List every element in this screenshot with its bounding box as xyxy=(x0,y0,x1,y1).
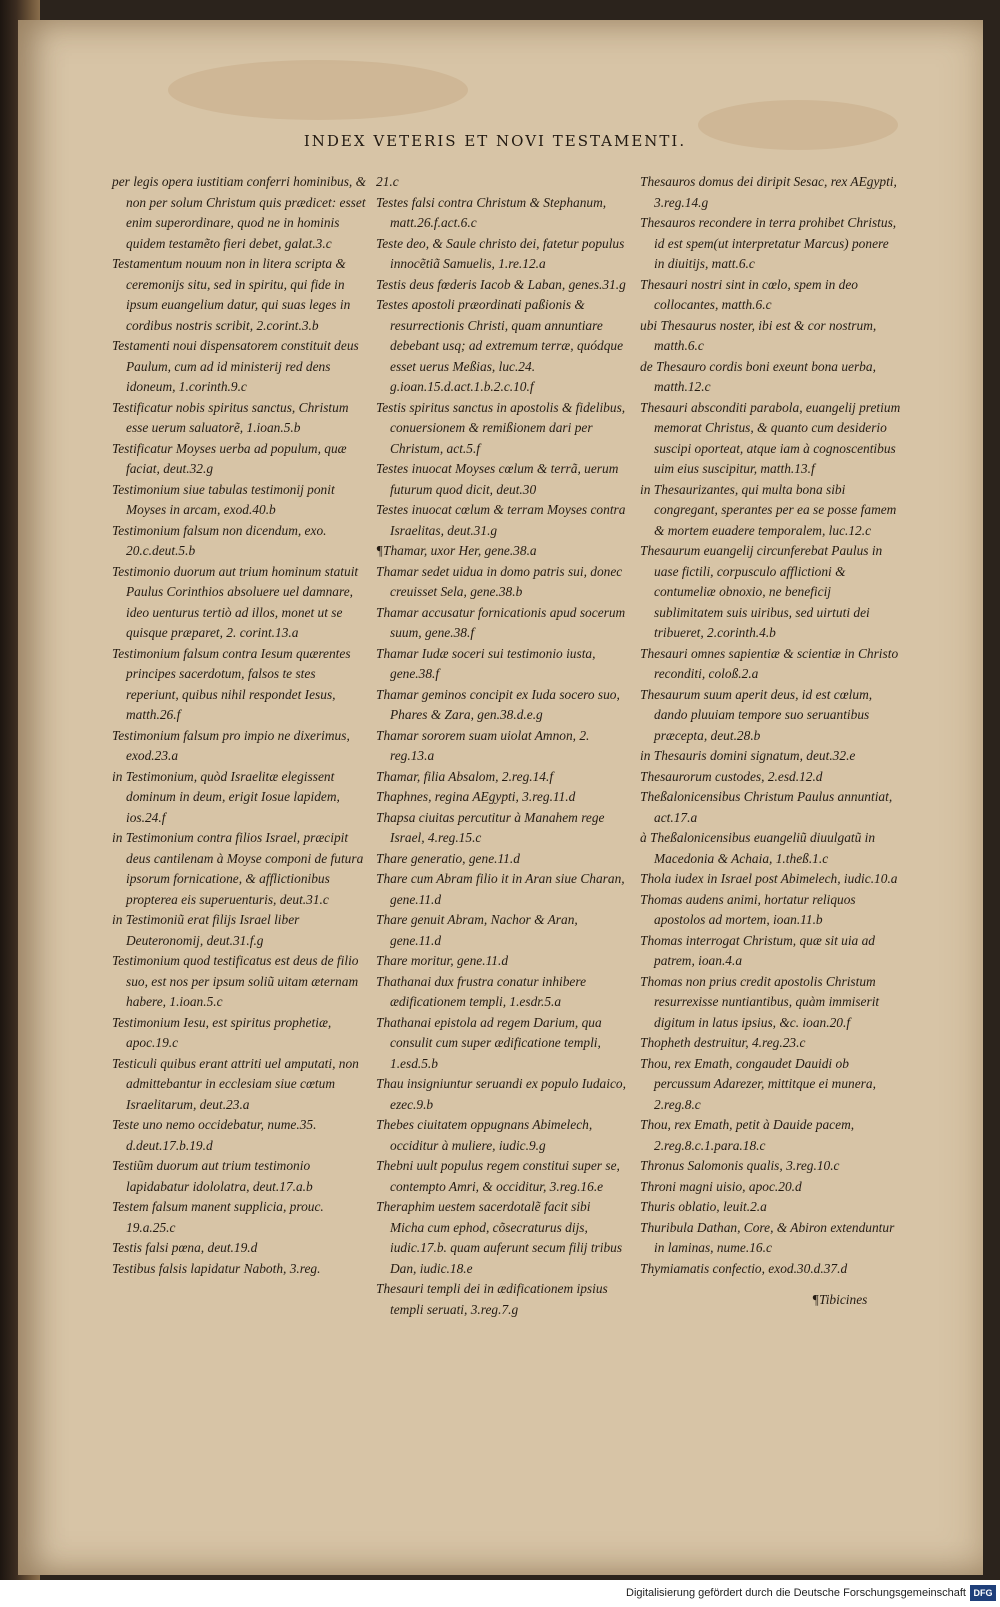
index-entry: Thebni uult populus regem constitui super se, contempto Amri, & occiditur, 3.reg.16.e xyxy=(376,1158,620,1194)
paper-stain xyxy=(168,60,468,120)
index-column-3 xyxy=(640,172,902,1279)
index-entry: Thopheth destruitur, 4.reg.23.c xyxy=(640,1035,806,1050)
index-entry: Thare cum Abram filio it in Aran siue Charan, gene.11.d xyxy=(376,871,625,907)
index-entry: Thesauros recondere in terra prohibet Christus, id est spem(ut interpretatur Marcus) ponere in diuitijs, matt.6.c xyxy=(640,215,897,271)
index-entry: Thaphnes, regina AEgypti, 3.reg.11.d xyxy=(376,789,576,804)
index-entry: Testes inuocat Moyses cœlum & terrã, uerum futurum quod dicit, deut.30 xyxy=(376,461,619,497)
index-entry: Thesauri templi dei in ædificationem ipsius templi seruati, 3.reg.7.g xyxy=(376,1281,608,1317)
index-entry: Thesaurorum custodes, 2.esd.12.d xyxy=(640,768,823,784)
index-entry: Testificatur Moyses uerba ad populum, quæ faciat, deut.32.g xyxy=(112,440,347,476)
index-entry: Thamar geminos concipit ex Iuda socero suo, Phares & Zara, gen.38.d.e.g xyxy=(376,686,620,722)
index-entry: Thymiamatis confectio, exod.30.d.37.d xyxy=(640,1260,848,1276)
index-entry: Testibus falsis lapidatur Naboth, 3.reg. xyxy=(112,1260,321,1276)
index-entry: Thare moritur, gene.11.d xyxy=(376,953,509,968)
catchword: ¶Tibicines xyxy=(812,1292,868,1307)
index-entry: de Thesauro cordis boni exeunt bona uerba, matth.12.c xyxy=(640,358,876,394)
index-entry: ubi Thesaurus noster, ibi est & cor nostrum, matth.6.c xyxy=(640,317,877,353)
index-entry: Thou, rex Emath, congaudet Dauidi ob percussum Adarezer, mittitque ei munera, 2.reg.8.c xyxy=(640,1055,876,1112)
index-entry: Thomas non prius credit apostolis Christum resurrexisse nuntiantibus, quàm immiserit digitum in latus ipsius, &c. ioan.20.f xyxy=(640,973,880,1030)
index-entry: Testimonium falsum pro impio ne dixerimus, exod.23.a xyxy=(112,727,350,763)
index-entry: Thare genuit Abram, Nachor & Aran, gene.11.d xyxy=(376,912,578,948)
index-entry: Testiculi quibus erant attriti uel amputati, non admittebantur in ecclesiam siue cœtum Israelitarum, deut.23.a xyxy=(112,1055,359,1112)
index-entry: in Thesauris domini signatum, deut.32.e xyxy=(640,748,856,763)
index-column-2 xyxy=(376,172,628,1320)
index-entry: Testimonium falsum contra Iesum quærentes principes sacerdotum, falsos te stes reperiunt, quibus nihil respondet Iesus, matth.26.f xyxy=(112,645,351,722)
index-entry: Teste deo, & Saule christo dei, fatetur populus innocẽtiã Samuelis, 1.re.12.a xyxy=(376,235,625,271)
index-entry: in Testimonium, quòd Israelitæ elegissent dominum in deum, erigit Iosue lapidem, ios.24.f xyxy=(112,768,340,825)
index-entry: Thau insigniuntur seruandi ex populo Iudaico, ezec.9.b xyxy=(376,1076,626,1112)
index-entry: Thamar sororem suam uiolat Amnon, 2. reg.13.a xyxy=(376,727,590,763)
digitization-footer xyxy=(0,1580,1000,1607)
index-entry: Theßalonicensibus Christum Paulus annuntiat, act.17.a xyxy=(640,789,893,825)
index-entry: Thuribula Dathan, Core, & Abiron extenduntur in laminas, nume.16.c xyxy=(640,1219,895,1255)
index-entry: à Theßalonicensibus euangeliũ diuulgatũ in Macedonia & Achaia, 1.theß.1.c xyxy=(640,830,876,866)
index-entry: Thomas interrogat Christum, quæ sit uia ad patrem, ioan.4.a xyxy=(640,932,875,968)
index-entry: 21.c xyxy=(376,174,399,189)
footer-credit: Digitalisierung gefördert durch die Deutsche Forschungsgemeinschaft xyxy=(626,1587,966,1599)
index-entry: Testimonium siue tabulas testimonij ponit Moyses in arcam, exod.40.b xyxy=(112,481,335,517)
index-entry: Theraphim uestem sacerdotalẽ facit sibi Micha cum ephod, cõsecraturus dijs, iudic.17.b. quam auferunt secum filij tribus Dan, iudic.18.e xyxy=(376,1199,623,1276)
index-entry: Testamentum nouum non in litera scripta & ceremonijs situ, sed in spiritu, qui fide in ipsum euangelium datur, qui suas leges in cordibus nostris scribit, 2.corint.3.b xyxy=(112,256,351,333)
index-entry: Thronus Salomonis qualis, 3.reg.10.c xyxy=(640,1158,840,1173)
index-entry: Thesaurum euangelij circunferebat Paulus in uase fictili, corpusculo afflictioni & contumeliæ obnoxio, ne beneficij sublimitatem suis uiribus, sed uirtuti dei tribueret, 2.corinth.4.b xyxy=(640,543,883,640)
index-entry: Thamar accusatur fornicationis apud socerum suum, gene.38.f xyxy=(376,604,626,640)
index-entry: Testiũm duorum aut trium testimonio lapidabatur idololatra, deut.17.a.b xyxy=(112,1158,313,1194)
index-entry: Thare generatio, gene.11.d xyxy=(376,850,520,866)
index-entry: Testes apostoli præordinati paßionis & resurrectionis Christi, quam annuntiare debebant usq; ad extremum terræ, quódque esset uerus Meßias, luc.24. g.ioan.15.d.act.1.b.2.c.10.f xyxy=(376,297,624,394)
index-entry: Thesauros domus dei diripit Sesac, rex AEgypti, 3.reg.14.g xyxy=(640,174,897,210)
index-entry: Testis deus fœderis Iacob & Laban, genes.31.g xyxy=(376,276,626,292)
index-entry: Throni magni uisio, apoc.20.d xyxy=(640,1178,802,1194)
page-header: INDEX VETERIS ET NOVI TESTAMENTI. xyxy=(303,132,687,150)
index-entry: in Testimonium contra filios Israel, præcipit deus cantilenam à Moyse componi de futura ipsorum fornicatione, & afflictionibus propterea eis superuenturis, deut.31.c xyxy=(112,830,364,907)
index-entry: Testis falsi pœna, deut.19.d xyxy=(112,1240,258,1255)
index-entry: Thapsa ciuitas percutitur à Manahem rege Israel, 4.reg.15.c xyxy=(376,809,605,845)
index-entry: Thesaurum suum aperit deus, id est cœlum, dando pluuiam tempore suo seruantibus præcepta, deut.28.b xyxy=(640,686,873,743)
index-entry: Testes inuocat cœlum & terram Moyses contra Israelitas, deut.31.g xyxy=(376,502,626,538)
index-entry: Thesauri nostri sint in cœlo, spem in deo collocantes, matth.6.c xyxy=(640,276,858,312)
index-entry: Testimonium Iesu, est spiritus prophetiæ, apoc.19.c xyxy=(112,1014,332,1050)
index-entry: Testamenti noui dispensatorem constituit deus Paulum, cum ad id ministerij red dens idoneum, 1.corinth.9.c xyxy=(112,338,359,394)
index-entry: Testimonium falsum non dicendum, exo. 20.c.deut.5.b xyxy=(112,522,327,558)
index-entry: Thesauri omnes sapientiæ & scientiæ in Christo reconditi, coloß.2.a xyxy=(640,645,899,681)
index-entry: in Testimoniũ erat filijs Israel liber Deuteronomij, deut.31.f.g xyxy=(112,912,300,948)
index-column-1 xyxy=(112,172,367,1279)
index-entry: Testes falsi contra Christum & Stephanum, matt.26.f.act.6.c xyxy=(376,194,607,230)
index-entry: Teste uno nemo occidebatur, nume.35. d.deut.17.b.19.d xyxy=(112,1117,317,1153)
index-entry: Thamar, filia Absalom, 2.reg.14.f xyxy=(376,768,554,784)
index-entry: in Thesaurizantes, qui multa bona sibi congregant, sperantes per ea se posse famem & mortem euadere temporalem, luc.12.c xyxy=(640,481,897,538)
index-entry: Thebes ciuitatem oppugnans Abimelech, occiditur à muliere, iudic.9.g xyxy=(376,1117,593,1153)
index-entry: Thou, rex Emath, petit à Dauide pacem, 2.reg.8.c.1.para.18.c xyxy=(640,1117,855,1153)
index-entry: Testificatur nobis spiritus sanctus, Christum esse uerum saluatorẽ, 1.ioan.5.b xyxy=(112,399,349,435)
index-entry: Thamar Iudæ soceri sui testimonio iusta, gene.38.f xyxy=(376,645,596,681)
index-entry: per legis opera iustitiam conferri hominibus, & non per solum Christum quis prædicet: esset enim superordinare, quod ne in hominis quidem testamẽto fieri debet, galat.3.c xyxy=(112,174,367,251)
index-entry: Testimonium quod testificatus est deus de filio suo, est nos per ipsum soliũ uitam æternam habere, 1.ioan.5.c xyxy=(112,953,359,1009)
index-entry: Thamar sedet uidua in domo patris sui, donec creuisset Sela, gene.38.b xyxy=(376,563,623,599)
index-entry: Thomas audens animi, hortatur reliquos apostolos ad mortem, ioan.11.b xyxy=(640,891,856,927)
index-entry: Thuris oblatio, leuit.2.a xyxy=(640,1199,767,1214)
index-entry: Testem falsum manent supplicia, prouc. 19.a.25.c xyxy=(112,1199,324,1235)
index-entry: ¶Thamar, uxor Her, gene.38.a xyxy=(376,543,537,558)
index-entry: Thathanai dux frustra conatur inhibere ædificationem templi, 1.esdr.5.a xyxy=(376,973,587,1009)
dfg-logo: DFG xyxy=(970,1585,996,1601)
index-entry: Testimonio duorum aut trium hominum statuit Paulus Corinthios absoluere uel damnare, ideo uenturus tertiò ad illos, monet ut se quisque præparet, 2. corint.13.a xyxy=(112,563,359,640)
index-entry: Thesauri absconditi parabola, euangelij pretium memorat Christus, & quanto cum desiderio suscipi oporteat, atque iam à cognoscentibus uim eius suscipitur, matth.13.f xyxy=(640,399,901,476)
index-entry: Testis spiritus sanctus in apostolis & fidelibus, conuersionem & remißionem dari per Christum, act.5.f xyxy=(376,399,626,456)
index-entry: Thathanai epistola ad regem Darium, qua consulit cum super ædificatione templi, 1.esd.5.b xyxy=(376,1014,602,1071)
index-entry: Thola iudex in Israel post Abimelech, iudic.10.a xyxy=(640,871,898,886)
